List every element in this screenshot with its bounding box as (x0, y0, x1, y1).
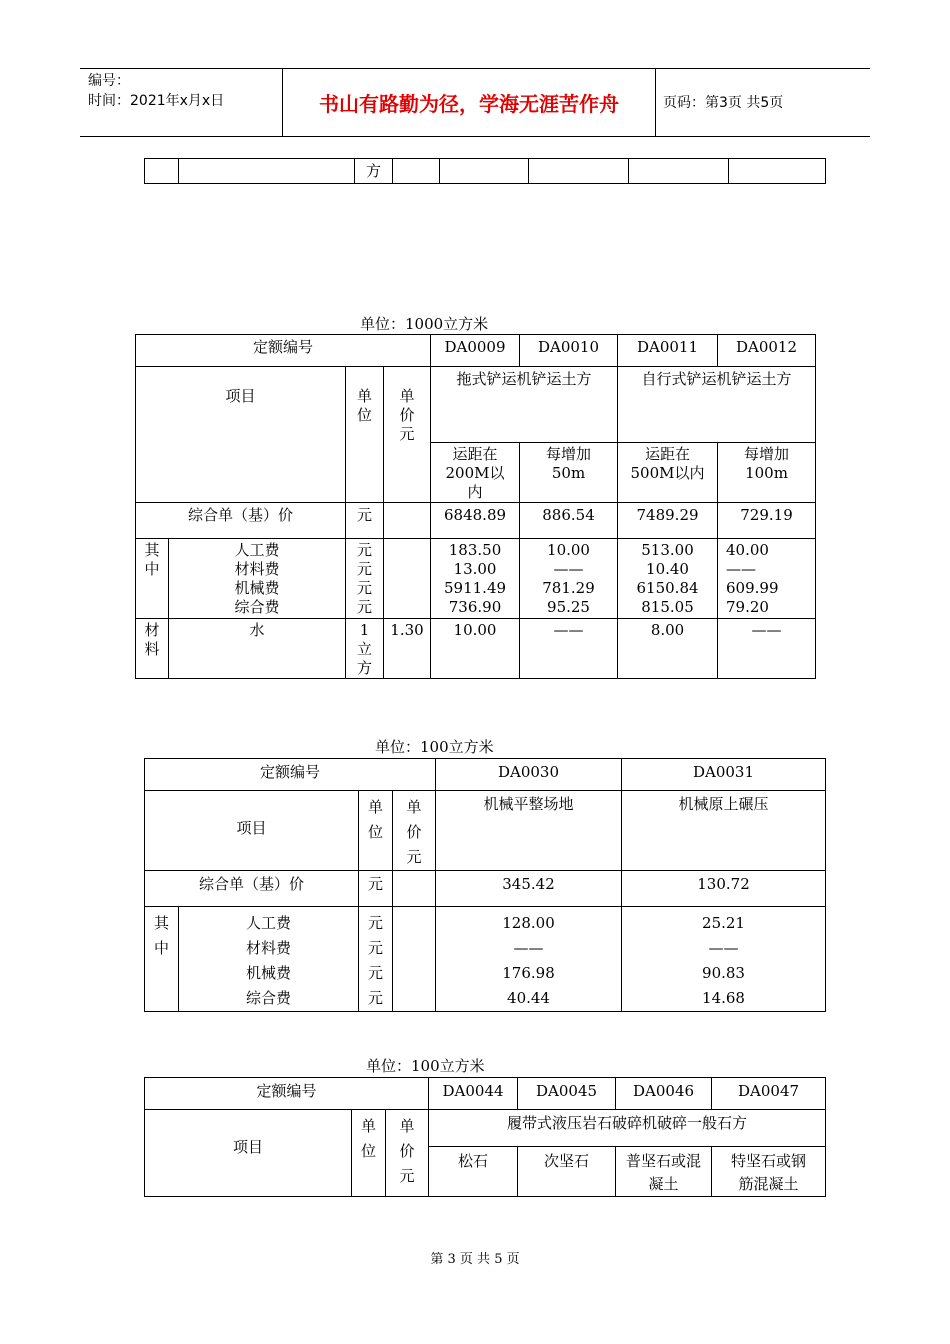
table1 (135, 334, 816, 679)
table3-unit-col: 单 位 (352, 1110, 386, 1197)
table3-item-label: 项目 (145, 1110, 352, 1197)
table2-item-label: 项目 (145, 791, 359, 871)
table3-sub-4: 特坚石或钢 筋混凝土 (712, 1147, 826, 1197)
table2-code-1: DA0030 (436, 759, 622, 791)
table1-total-2: 886.54 (520, 503, 618, 539)
table1-col-4: 40.00 —— 609.99 79.20 (718, 539, 816, 619)
table1-total-3: 7489.29 (618, 503, 718, 539)
table1-material-unit: 1 立 方 (346, 619, 384, 679)
table1-col-1: 183.50 13.00 5911.49 736.90 (431, 539, 520, 619)
table2-unit-col: 单 位 (359, 791, 393, 871)
table1-material-val-2: —— (520, 619, 618, 679)
table1-total-label: 综合单（基）价 (136, 503, 346, 539)
table2-total-label: 综合单（基）价 (145, 871, 359, 907)
table1-col-3: 513.00 10.40 6150.84 815.05 (618, 539, 718, 619)
table2 (144, 758, 826, 1012)
table1-unit-col: 单 位 (346, 367, 384, 503)
table2-total-unit: 元 (359, 871, 393, 907)
table1-material-val-1: 10.00 (431, 619, 520, 679)
table1-material-val-4: —— (718, 619, 816, 679)
time-label: 时间：2021年x月x日 (88, 93, 225, 109)
table3-code-2: DA0045 (518, 1078, 616, 1110)
table2-name-1: 机械平整场地 (436, 791, 622, 871)
table3-unit: 单位：100立方米 (366, 1057, 485, 1075)
table3-group: 履带式液压岩石破碎机破碎一般石方 (429, 1110, 826, 1147)
table2-qizhong: 其 中 (145, 907, 179, 1012)
table2-name-2: 机械原上碾压 (622, 791, 826, 871)
table3 (144, 1077, 826, 1197)
table3-code-1: DA0044 (429, 1078, 518, 1110)
table2-price-col: 单 价 元 (393, 791, 436, 871)
table1-sub-4: 每增加 100m (718, 443, 816, 503)
table1-item-label: 项目 (136, 367, 346, 503)
table3-sub-2: 次坚石 (518, 1147, 616, 1197)
table1-material-val-3: 8.00 (618, 619, 718, 679)
fragment-cell: 方 (355, 159, 393, 184)
table3-sub-1: 松石 (429, 1147, 518, 1197)
table1-col-2: 10.00 —— 781.29 95.25 (520, 539, 618, 619)
table2-code-label: 定额编号 (145, 759, 436, 791)
table2-total-1: 345.42 (436, 871, 622, 907)
table1-total-unit: 元 (346, 503, 384, 539)
table1-unit: 单位：1000立方米 (360, 315, 489, 333)
table1-price-col: 单 价 元 (384, 367, 431, 503)
number-label: 编号： (88, 73, 130, 89)
table1-code-label: 定额编号 (136, 335, 431, 367)
table1-group-a: 拖式铲运机铲运土方 (431, 367, 618, 443)
header-motto: 书山有路勤为径，学海无涯苦作舟 (319, 91, 619, 116)
table3-code-3: DA0046 (616, 1078, 712, 1110)
page-label: 页码：第3页 共5页 (663, 95, 784, 111)
table1-sub-1: 运距在 200M以 内 (431, 443, 520, 503)
table2-unit: 单位：100立方米 (375, 738, 494, 756)
table3-code-label: 定额编号 (145, 1078, 429, 1110)
table1-total-4: 729.19 (718, 503, 816, 539)
table2-sub-items: 人工费 材料费 机械费 综合费 (179, 907, 359, 1012)
top-fragment-table (144, 158, 826, 184)
header-left (88, 71, 224, 111)
table2-code-2: DA0031 (622, 759, 826, 791)
table1-code-3: DA0011 (618, 335, 718, 367)
table1-material-label: 材 料 (136, 619, 169, 679)
table1-sub-3: 运距在 500M以内 (618, 443, 718, 503)
table1-sub-2: 每增加 50m (520, 443, 618, 503)
table1-material-name: 水 (169, 619, 346, 679)
table3-price-col: 单 价 元 (386, 1110, 429, 1197)
table3-sub-3: 普坚石或混 凝土 (616, 1147, 712, 1197)
table1-sub-units: 元 元 元 元 (346, 539, 384, 619)
table1-code-2: DA0010 (520, 335, 618, 367)
table2-col-1: 128.00 —— 176.98 40.44 (436, 907, 622, 1012)
table2-total-2: 130.72 (622, 871, 826, 907)
table1-sub-items: 人工费 材料费 机械费 综合费 (169, 539, 346, 619)
table2-col-2: 25.21 —— 90.83 14.68 (622, 907, 826, 1012)
header-divider-right (655, 68, 656, 136)
table1-total-1: 6848.89 (431, 503, 520, 539)
header-bottom-rule (80, 136, 870, 137)
table1-code-1: DA0009 (431, 335, 520, 367)
table2-sub-units: 元 元 元 元 (359, 907, 393, 1012)
table3-code-4: DA0047 (712, 1078, 826, 1110)
table1-group-b: 自行式铲运机铲运土方 (618, 367, 816, 443)
table1-qizhong: 其 中 (136, 539, 169, 619)
table1-code-4: DA0012 (718, 335, 816, 367)
page-footer: 第 3 页 共 5 页 (430, 1252, 520, 1267)
table1-material-price: 1.30 (384, 619, 431, 679)
